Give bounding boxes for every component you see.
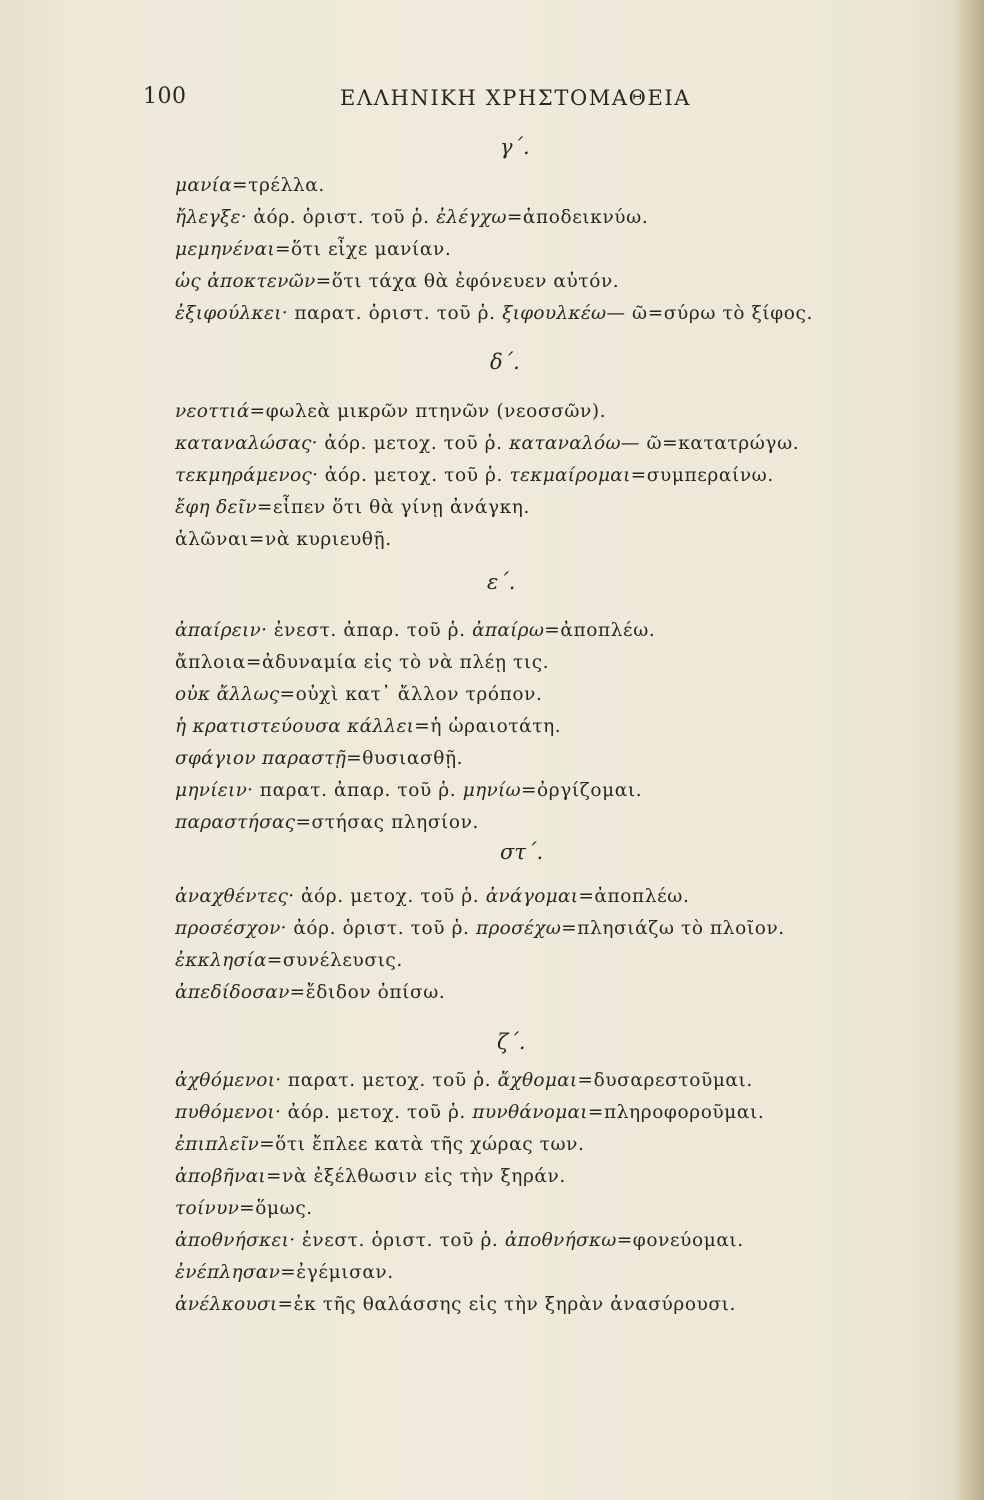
entry-lemma: ὡς ἀποκτενῶν	[175, 271, 316, 292]
entry-gloss: παρατ. ὁριστ. τοῦ ῥ.	[287, 303, 503, 324]
entry-verb-gloss: =δυσαρεστοῦμαι.	[577, 1070, 753, 1091]
entry-gloss: =θυσιασθῇ.	[346, 748, 464, 769]
entry-lemma: μανία	[175, 175, 233, 196]
entry-gloss: =ἔδιδον ὀπίσω.	[289, 982, 446, 1003]
entry-lemma: παραστήσας	[175, 812, 296, 833]
entry-gloss: =οὐχὶ κατ᾽ ἄλλον τρόπον.	[279, 684, 543, 705]
entry-gloss: ἀόρ. μετοχ. τοῦ ῥ.	[317, 433, 510, 454]
entry-verb-gloss: =φονεύομαι.	[616, 1230, 744, 1251]
entry-lemma: ἐκκλησία	[175, 950, 267, 971]
entry-gloss: ἀόρ. ὁριστ. τοῦ ῥ.	[246, 207, 437, 228]
gloss-entry	[175, 1166, 566, 1187]
entry-gloss: ἄπλοια=ἀδυναμία εἰς τὸ νὰ πλέῃ τις.	[175, 652, 550, 673]
gloss-entry	[175, 780, 642, 801]
gloss-entry	[175, 303, 813, 324]
gloss-entry	[175, 1070, 753, 1091]
entry-lemma: ἀποβῆναι	[175, 1166, 266, 1187]
entry-gloss: παρατ. ἀπαρ. τοῦ ῥ.	[253, 780, 463, 801]
entry-verb-lemma: ἀποθνήσκω	[504, 1230, 617, 1251]
entry-gloss: =νὰ ἐξέλθωσιν εἰς τὴν ξηράν.	[265, 1166, 566, 1187]
page-number: 100	[143, 84, 187, 109]
entry-verb-lemma: ἄχθομαι	[497, 1070, 578, 1091]
entry-lemma: τοίνυν	[175, 1198, 240, 1219]
entry-lemma: σφάγιον παραστῇ	[175, 748, 347, 769]
entry-lemma: νεοττιά	[175, 401, 250, 422]
entry-gloss: =συνέλευσις.	[266, 950, 403, 971]
entry-lemma: τεκμηράμενος·	[175, 465, 319, 486]
entry-verb-lemma: μηνίω	[462, 780, 521, 801]
gloss-entry	[175, 950, 403, 971]
section-mark-delta: δ΄.	[490, 350, 520, 374]
entry-lemma: ἀνέλκουσι	[175, 1294, 278, 1315]
entry-verb-gloss: =ἀποπλέω.	[544, 620, 656, 641]
entry-lemma: ἐξιφούλκει·	[175, 303, 288, 324]
entry-gloss: παρατ. μετοχ. τοῦ ῥ.	[281, 1070, 498, 1091]
entry-gloss: =τρέλλα.	[232, 175, 325, 196]
entry-gloss: ἁλῶναι=νὰ κυριευθῇ.	[175, 529, 392, 550]
entry-lemma: ἀχθόμενοι·	[175, 1070, 282, 1091]
gloss-entry	[175, 652, 549, 673]
entry-lemma: ἔφη δεῖν	[175, 497, 257, 518]
entry-lemma: ἐπιπλεῖν	[175, 1134, 260, 1155]
entry-gloss: ἀόρ. μετοχ. τοῦ ῥ.	[294, 886, 486, 907]
entry-gloss: =εἶπεν ὅτι θὰ γίνῃ ἀνάγκη.	[256, 497, 530, 518]
entry-lemma: προσέσχον·	[175, 918, 287, 939]
page-edge-shadow	[954, 0, 984, 1500]
entry-verb-gloss: =ἀποδεικνύω.	[506, 207, 649, 228]
gloss-entry	[175, 239, 451, 260]
entry-gloss: =ὅτι εἶχε μανίαν.	[274, 239, 452, 260]
entry-verb-lemma: καταναλόω	[509, 433, 621, 454]
gloss-entry	[175, 271, 619, 292]
entry-gloss: ἀόρ. μετοχ. τοῦ ῥ.	[318, 465, 510, 486]
entry-lemma: ἀποθνήσκει·	[175, 1230, 296, 1251]
entry-lemma: μεμηνέναι	[175, 239, 275, 260]
entry-verb-gloss: =πλησιάζω τὸ πλοῖον.	[561, 918, 785, 939]
entry-verb-lemma: ἀπαίρω	[472, 620, 545, 641]
entry-verb-gloss: =πληροφοροῦμαι.	[587, 1102, 765, 1123]
entry-gloss: ἀόρ. μετοχ. τοῦ ῥ.	[281, 1102, 473, 1123]
gloss-entry	[175, 748, 463, 769]
entry-lemma: ἡ κρατιστεύουσα κάλλει	[175, 716, 415, 737]
gloss-entry	[175, 175, 325, 196]
entry-verb-lemma: ξιφουλκέω	[502, 303, 607, 324]
entry-gloss: =φωλεὰ μικρῶν πτηνῶν (νεοσσῶν).	[249, 401, 607, 422]
gloss-entry	[175, 620, 655, 641]
entry-gloss: =ὅτι τάχα θὰ ἐφόνευεν αὐτόν.	[315, 271, 620, 292]
gloss-entry	[175, 401, 606, 422]
gloss-entry	[175, 465, 774, 486]
section-mark-zeta: ζ΄.	[497, 1030, 526, 1054]
gloss-entry	[175, 982, 445, 1003]
entry-lemma: ἤλεγξε·	[175, 207, 247, 228]
entry-verb-gloss: — ῶ=σύρω τὸ ξίφος.	[606, 303, 813, 324]
gloss-entry	[175, 886, 689, 907]
section-mark-stigma: στ΄.	[500, 840, 544, 864]
gloss-entry	[175, 812, 479, 833]
gloss-entry	[175, 1134, 585, 1155]
entry-lemma: ἀπεδίδοσαν	[175, 982, 290, 1003]
entry-verb-gloss: =ὀργίζομαι.	[520, 780, 643, 801]
entry-lemma: καταναλώσας·	[175, 433, 318, 454]
gloss-entry	[175, 207, 648, 228]
gloss-entry	[175, 433, 799, 454]
entry-gloss: =ἡ ὡραιοτάτη.	[414, 716, 562, 737]
entry-gloss: =ὅτι ἔπλεε κατὰ τῆς χώρας των.	[259, 1134, 585, 1155]
gloss-entry	[175, 1102, 764, 1123]
entry-verb-lemma: ἀνάγομαι	[485, 886, 579, 907]
entry-gloss: ἀόρ. ὁριστ. τοῦ ῥ.	[286, 918, 477, 939]
entry-lemma: ἀναχθέντες·	[175, 886, 295, 907]
gloss-entry	[175, 684, 542, 705]
gloss-entry	[175, 1230, 744, 1251]
section-mark-epsilon: ε΄.	[487, 570, 516, 594]
entry-lemma: πυθόμενοι·	[175, 1102, 282, 1123]
entry-lemma: ἀπαίρειν·	[175, 620, 268, 641]
gloss-entry	[175, 918, 785, 939]
gloss-entry	[175, 529, 392, 550]
running-head-title: ΕΛΛΗΝΙΚΗ ΧΡΗΣΤΟΜΑΘΕΙΑ	[340, 86, 692, 110]
entry-lemma: οὐκ ἄλλως	[175, 684, 280, 705]
entry-gloss: =ὅμως.	[239, 1198, 313, 1219]
entry-verb-gloss: =ἀποπλέω.	[578, 886, 690, 907]
gloss-entry	[175, 1262, 394, 1283]
entry-lemma: μηνίειν·	[175, 780, 254, 801]
entry-verb-gloss: =συμπεραίνω.	[630, 465, 774, 486]
gloss-entry	[175, 1198, 313, 1219]
section-mark-gamma: γ΄.	[500, 135, 530, 159]
entry-verb-lemma: προσέχω	[476, 918, 562, 939]
entry-gloss: =στήσας πλησίον.	[295, 812, 479, 833]
entry-verb-lemma: πυνθάνομαι	[472, 1102, 588, 1123]
entry-verb-gloss: — ῶ=κατατρώγω.	[620, 433, 800, 454]
entry-verb-lemma: ἐλέγχω	[436, 207, 507, 228]
entry-verb-lemma: τεκμαίρομαι	[509, 465, 631, 486]
entry-gloss: =ἐκ τῆς θαλάσσης εἰς τὴν ξηρὰν ἀνασύρουσι.	[277, 1294, 736, 1315]
gloss-entry	[175, 1294, 736, 1315]
gloss-entry	[175, 716, 561, 737]
entry-gloss: ἐνεστ. ἀπαρ. τοῦ ῥ.	[267, 620, 473, 641]
entry-gloss: =ἐγέμισαν.	[280, 1262, 394, 1283]
entry-lemma: ἐνέπλησαν	[175, 1262, 281, 1283]
gloss-entry	[175, 497, 530, 518]
entry-gloss: ἐνεστ. ὁριστ. τοῦ ῥ.	[295, 1230, 505, 1251]
